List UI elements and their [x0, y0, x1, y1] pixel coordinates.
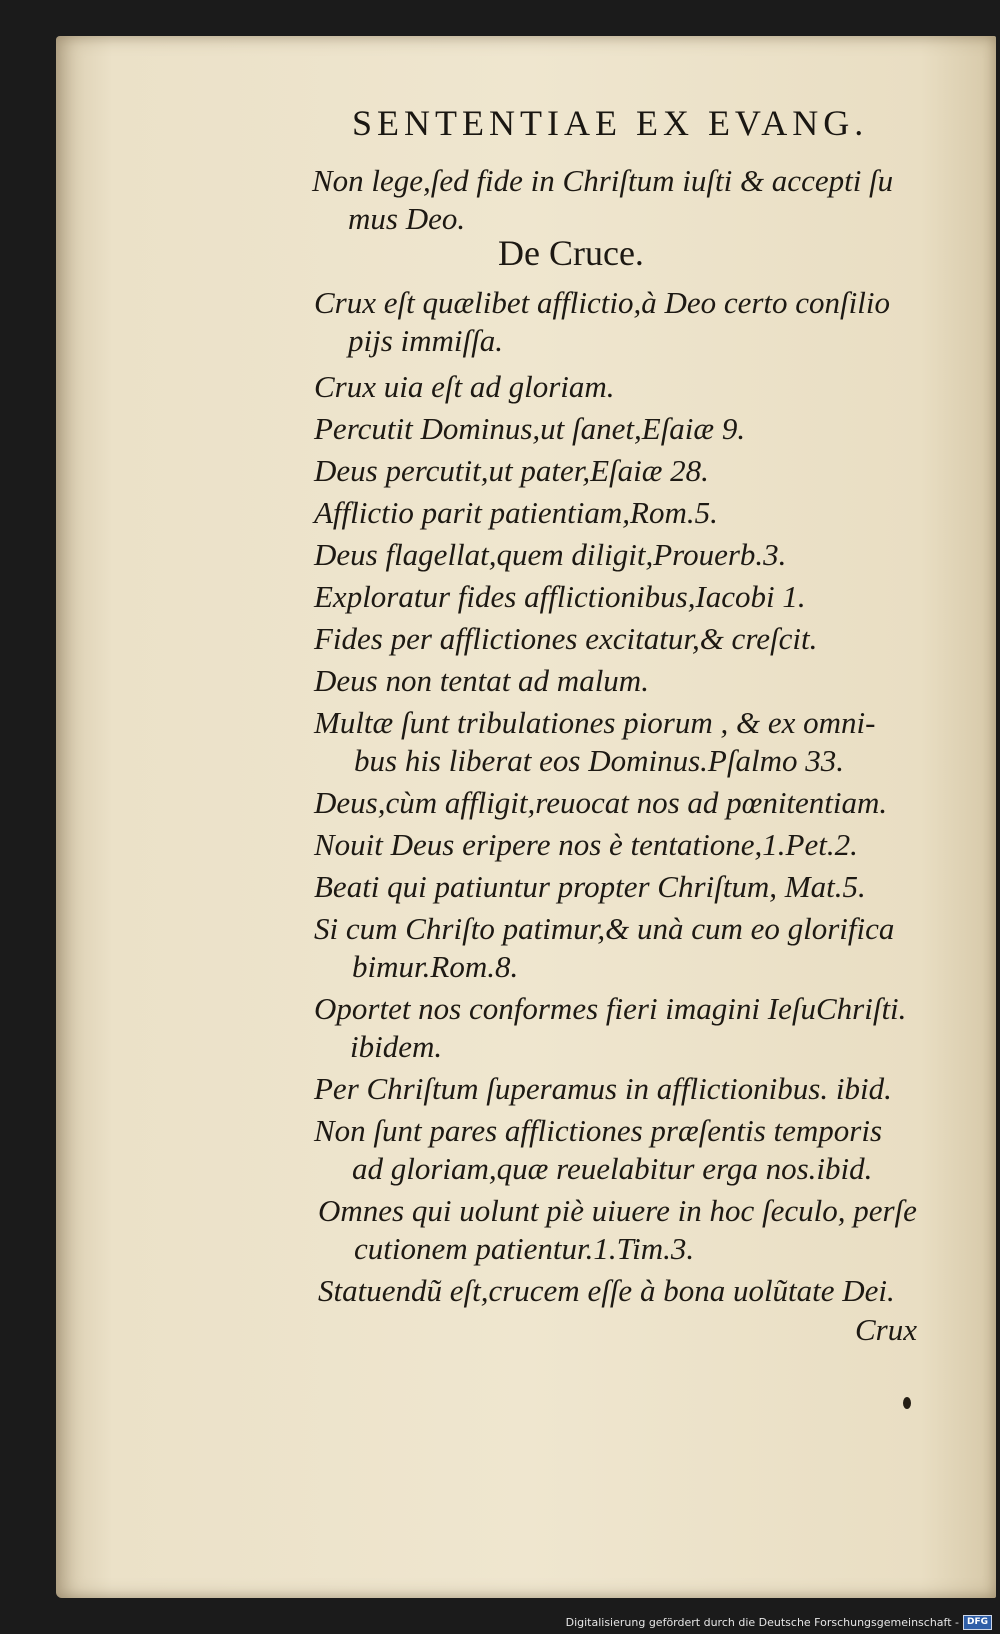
text-line: bus his liberat eos Dominus.Pſalmo 33.: [354, 743, 844, 778]
text-line: Per Chriſtum ſuperamus in afflictionibus. ibid.: [314, 1071, 892, 1106]
text-line: cutionem patientur.1.Tim.3.: [354, 1231, 695, 1266]
text-line: Non lege,ſed fide in Chriſtum iuſti & accepti ſu: [312, 163, 894, 198]
text-line: Percutit Dominus,ut ſanet,Eſaiæ 9.: [314, 411, 746, 446]
text-line: Si cum Chriſto patimur,& unà cum eo glorifica: [314, 911, 895, 946]
text-line: Crux eſt quælibet afflictio,à Deo certo conſilio: [314, 285, 890, 320]
text-line: Afflictio parit patientiam,Rom.5.: [314, 495, 718, 530]
text-line: pijs immiſſa.: [348, 323, 504, 358]
text-line: Multæ ſunt tribulationes piorum , & ex omni-: [314, 705, 876, 740]
text-line: Deus,cùm affligit,reuocat nos ad pœnitentiam.: [314, 785, 888, 820]
text-line: Oportet nos conformes fieri imagini IeſuChriſti.: [314, 991, 907, 1026]
text-line: Statuendũ eſt,crucem eſſe à bona uolũtate Dei.: [318, 1273, 895, 1308]
text-line: ibidem.: [350, 1029, 443, 1064]
digitization-footer: [566, 1615, 992, 1630]
running-head: SENTENTIAE EX EVANG.: [352, 103, 869, 143]
dfg-logo: DFG: [963, 1615, 992, 1630]
text-line: Exploratur fides afflictionibus,Iacobi 1.: [314, 579, 806, 614]
text-line: Fides per afflictiones excitatur,& creſcit.: [314, 621, 818, 656]
text-line: Crux uia eſt ad gloriam.: [314, 369, 615, 404]
text-line: mus Deo.: [348, 201, 466, 236]
catchword: Crux: [855, 1312, 917, 1347]
section-heading: De Cruce.: [498, 233, 644, 273]
text-line: ad gloriam,quæ reuelabitur erga nos.ibid.: [352, 1151, 873, 1186]
text-line: Omnes qui uolunt piè uiuere in hoc ſeculo, perſe: [318, 1193, 917, 1228]
text-line: Beati qui patiuntur propter Chriſtum, Mat.5.: [314, 869, 866, 904]
text-line: Nouit Deus eripere nos è tentatione,1.Pet.2.: [314, 827, 858, 862]
ink-dot: [903, 1397, 911, 1409]
text-line: bimur.Rom.8.: [352, 949, 519, 984]
text-line: Deus percutit,ut pater,Eſaiæ 28.: [314, 453, 709, 488]
footer-credit-text: Digitalisierung gefördert durch die Deutsche Forschungsgemeinschaft -: [565, 1616, 959, 1629]
text-line: Deus flagellat,quem diligit,Prouerb.3.: [314, 537, 787, 572]
text-line: Deus non tentat ad malum.: [314, 663, 649, 698]
text-line: Non ſunt pares afflictiones præſentis temporis: [314, 1113, 883, 1148]
